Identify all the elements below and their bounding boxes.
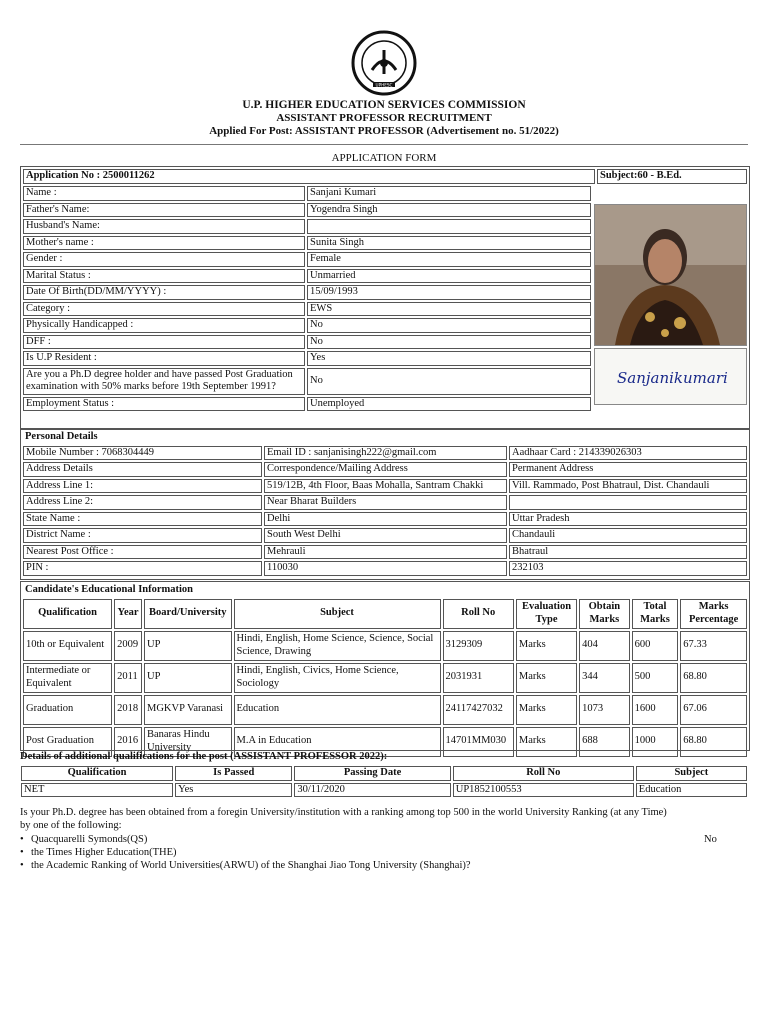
svg-text:UPHESC: UPHESC xyxy=(375,82,393,88)
svg-text:Sanjanikumari: Sanjanikumari xyxy=(617,369,728,387)
field-value: Sanjani Kumari xyxy=(307,186,591,201)
candidate-signature xyxy=(594,348,747,405)
personal-row xyxy=(23,368,591,395)
education-cell: MGKVP Varanasi xyxy=(144,695,232,725)
field-label: Date Of Birth(DD/MM/YYYY) : xyxy=(23,285,305,300)
education-cell: Education xyxy=(234,695,441,725)
field-value: Yogendra Singh xyxy=(307,203,591,218)
field-label: Is U.P Resident : xyxy=(23,351,305,366)
personal-details-cell: Near Bharat Builders xyxy=(264,495,507,510)
field-value: 15/09/1993 xyxy=(307,285,591,300)
application-header-table xyxy=(21,167,749,186)
additional-table xyxy=(19,764,749,799)
education-title: Candidate's Educational Information xyxy=(25,584,194,595)
document-header xyxy=(0,30,768,138)
personal-details-row xyxy=(23,528,747,543)
education-cell: Hindi, English, Civics, Home Science, Sociology xyxy=(234,663,441,693)
education-header-cell: Board/University xyxy=(144,599,232,629)
additional-cell: NET xyxy=(21,783,173,798)
personal-details-cell: Permanent Address xyxy=(509,462,747,477)
education-cell: M.A in Education xyxy=(234,727,441,757)
education-cell: 2009 xyxy=(114,631,142,661)
personal-details-cell: State Name : xyxy=(23,512,262,527)
phd-ranking-option: • the Academic Ranking of World Universities(ARWU) of the Shanghai Jiao Tong University (Shanghai)? xyxy=(20,859,471,872)
education-header-cell: Qualification xyxy=(23,599,112,629)
additional-header-cell: Roll No xyxy=(453,766,634,781)
personal-details-cell xyxy=(509,495,747,510)
education-row xyxy=(23,631,747,661)
additional-cell: Education xyxy=(636,783,747,798)
field-label: Are you a Ph.D degree holder and have passed Post Graduation examination with 50% marks before 19th September 1991? xyxy=(23,368,305,395)
header-divider xyxy=(20,144,748,145)
education-row xyxy=(23,663,747,693)
personal-details-block xyxy=(20,428,750,580)
education-cell: 67.33 xyxy=(680,631,747,661)
phd-options xyxy=(20,833,471,872)
education-cell: 10th or Equivalent xyxy=(23,631,112,661)
personal-details-cell: South West Delhi xyxy=(264,528,507,543)
personal-details-cell: Uttar Pradesh xyxy=(509,512,747,527)
education-cell: UP xyxy=(144,663,232,693)
personal-details-cell: Chandauli xyxy=(509,528,747,543)
personal-details-cell: Address Line 2: xyxy=(23,495,262,510)
education-cell: Marks xyxy=(516,727,577,757)
personal-details-row xyxy=(23,479,747,494)
education-table xyxy=(21,582,749,759)
subject-value: Subject:60 - B.Ed. xyxy=(597,169,747,184)
personal-row xyxy=(23,351,591,366)
field-value: EWS xyxy=(307,302,591,317)
personal-details-row xyxy=(23,512,747,527)
personal-row xyxy=(23,285,591,300)
education-row xyxy=(23,695,747,725)
field-label: Father's Name: xyxy=(23,203,305,218)
additional-row xyxy=(21,783,747,798)
field-value: No xyxy=(307,335,591,350)
personal-details-cell: Correspondence/Mailing Address xyxy=(264,462,507,477)
education-cell: 404 xyxy=(579,631,629,661)
additional-title: Details of additional qualifications for the post (ASSISTANT PROFESSOR 2022): xyxy=(20,751,388,762)
education-cell: 2031931 xyxy=(443,663,514,693)
field-label: Gender : xyxy=(23,252,305,267)
personal-details-cell: 519/12B, 4th Floor, Baas Mohalla, Santram Chakki xyxy=(264,479,507,494)
personal-details-cell: Mehrauli xyxy=(264,545,507,560)
phd-answer: No xyxy=(704,834,717,845)
personal-details-row xyxy=(23,446,747,461)
field-value: Sunita Singh xyxy=(307,236,591,251)
education-cell: UP xyxy=(144,631,232,661)
education-cell: 2018 xyxy=(114,695,142,725)
additional-header-cell: Passing Date xyxy=(294,766,450,781)
education-header-cell: Year xyxy=(114,599,142,629)
personal-info-table xyxy=(21,184,593,413)
personal-details-cell: Email ID : sanjanisingh222@gmail.com xyxy=(264,446,507,461)
field-value: Yes xyxy=(307,351,591,366)
education-cell: 688 xyxy=(579,727,629,757)
personal-row xyxy=(23,335,591,350)
phd-ranking-option: • Quacquarelli Symonds(QS) xyxy=(20,833,471,846)
personal-details-cell: Bhatraul xyxy=(509,545,747,560)
education-cell: 3129309 xyxy=(443,631,514,661)
education-header-cell: Roll No xyxy=(443,599,514,629)
education-cell: 2011 xyxy=(114,663,142,693)
personal-row xyxy=(23,236,591,251)
additional-header-cell: Qualification xyxy=(21,766,173,781)
field-label: Physically Handicapped : xyxy=(23,318,305,333)
additional-cell: Yes xyxy=(175,783,292,798)
phd-ranking-option: • the Times Higher Education(THE) xyxy=(20,846,471,859)
personal-row xyxy=(23,203,591,218)
personal-row xyxy=(23,186,591,201)
education-header-cell: Marks Percentage xyxy=(680,599,747,629)
personal-details-cell: 232103 xyxy=(509,561,747,576)
education-cell: 68.80 xyxy=(680,727,747,757)
personal-details-cell: Address Details xyxy=(23,462,262,477)
personal-details-row xyxy=(23,495,747,510)
commission-name: U.P. HIGHER EDUCATION SERVICES COMMISSION xyxy=(242,99,526,111)
personal-details-row xyxy=(23,561,747,576)
education-cell: 14701MM030 xyxy=(443,727,514,757)
personal-details-cell: Delhi xyxy=(264,512,507,527)
education-header-row xyxy=(23,599,747,629)
education-header-cell: Subject xyxy=(234,599,441,629)
education-cell: 24117427032 xyxy=(443,695,514,725)
education-cell: Banaras Hindu University xyxy=(144,727,232,757)
personal-details-cell: District Name : xyxy=(23,528,262,543)
education-cell: Hindi, English, Home Science, Science, Social Science, Drawing xyxy=(234,631,441,661)
additional-header-cell: Is Passed xyxy=(175,766,292,781)
education-header-cell: Total Marks xyxy=(632,599,679,629)
field-label: Mother's name : xyxy=(23,236,305,251)
commission-logo xyxy=(347,30,421,96)
field-value: Unmarried xyxy=(307,269,591,284)
additional-header-cell: Subject xyxy=(636,766,747,781)
education-block xyxy=(20,581,750,751)
education-cell: 1073 xyxy=(579,695,629,725)
field-value: Female xyxy=(307,252,591,267)
recruitment-title: ASSISTANT PROFESSOR RECRUITMENT xyxy=(276,112,492,124)
personal-details-cell: Address Line 1: xyxy=(23,479,262,494)
additional-header-row xyxy=(21,766,747,781)
personal-row xyxy=(23,219,591,234)
education-cell: 1000 xyxy=(632,727,679,757)
education-cell: Graduation xyxy=(23,695,112,725)
personal-row xyxy=(23,397,591,412)
additional-cell: UP1852100553 xyxy=(453,783,634,798)
field-label: Employment Status : xyxy=(23,397,305,412)
education-cell: 68.80 xyxy=(680,663,747,693)
field-label: Name : xyxy=(23,186,305,201)
personal-details-row xyxy=(23,545,747,560)
education-cell: Post Graduation xyxy=(23,727,112,757)
field-value: No xyxy=(307,318,591,333)
personal-details-cell: Vill. Rammado, Post Bhatraul, Dist. Chandauli xyxy=(509,479,747,494)
form-title: APPLICATION FORM xyxy=(331,152,437,164)
candidate-photo xyxy=(594,204,747,346)
personal-row xyxy=(23,318,591,333)
education-cell: Marks xyxy=(516,631,577,661)
additional-cell: 30/11/2020 xyxy=(294,783,450,798)
education-cell: 500 xyxy=(632,663,679,693)
field-label: Category : xyxy=(23,302,305,317)
personal-details-cell: Aadhaar Card : 214339026303 xyxy=(509,446,747,461)
field-value xyxy=(307,219,591,234)
personal-row xyxy=(23,252,591,267)
field-label: Husband's Name: xyxy=(23,219,305,234)
personal-row xyxy=(23,302,591,317)
applied-post: Applied For Post: ASSISTANT PROFESSOR (Advertisement no. 51/2022) xyxy=(209,125,559,137)
education-cell: 1600 xyxy=(632,695,679,725)
personal-details-cell: Nearest Post Office : xyxy=(23,545,262,560)
education-cell: Marks xyxy=(516,663,577,693)
education-header-cell: Evaluation Type xyxy=(516,599,577,629)
education-cell: 67.06 xyxy=(680,695,747,725)
personal-details-table xyxy=(21,429,749,578)
education-cell: 2016 xyxy=(114,727,142,757)
field-label: DFF : xyxy=(23,335,305,350)
education-cell: 344 xyxy=(579,663,629,693)
phd-question: Is your Ph.D. degree has been obtained from a foregin University/institution with a ranking among top 500 in the world University Ranking (at any Time) by one of the following: xyxy=(20,807,667,831)
field-value: Unemployed xyxy=(307,397,591,412)
personal-details-cell: PIN : xyxy=(23,561,262,576)
personal-details-row xyxy=(23,462,747,477)
education-cell: 600 xyxy=(632,631,679,661)
field-label: Marital Status : xyxy=(23,269,305,284)
education-cell: Intermediate or Equivalent xyxy=(23,663,112,693)
personal-details-cell: 110030 xyxy=(264,561,507,576)
field-value: No xyxy=(307,368,591,395)
personal-row xyxy=(23,269,591,284)
personal-details-title: Personal Details xyxy=(25,431,98,442)
education-header-cell: Obtain Marks xyxy=(579,599,629,629)
education-cell: Marks xyxy=(516,695,577,725)
application-number: Application No : 2500011262 xyxy=(23,169,595,184)
personal-details-cell: Mobile Number : 7068304449 xyxy=(23,446,262,461)
